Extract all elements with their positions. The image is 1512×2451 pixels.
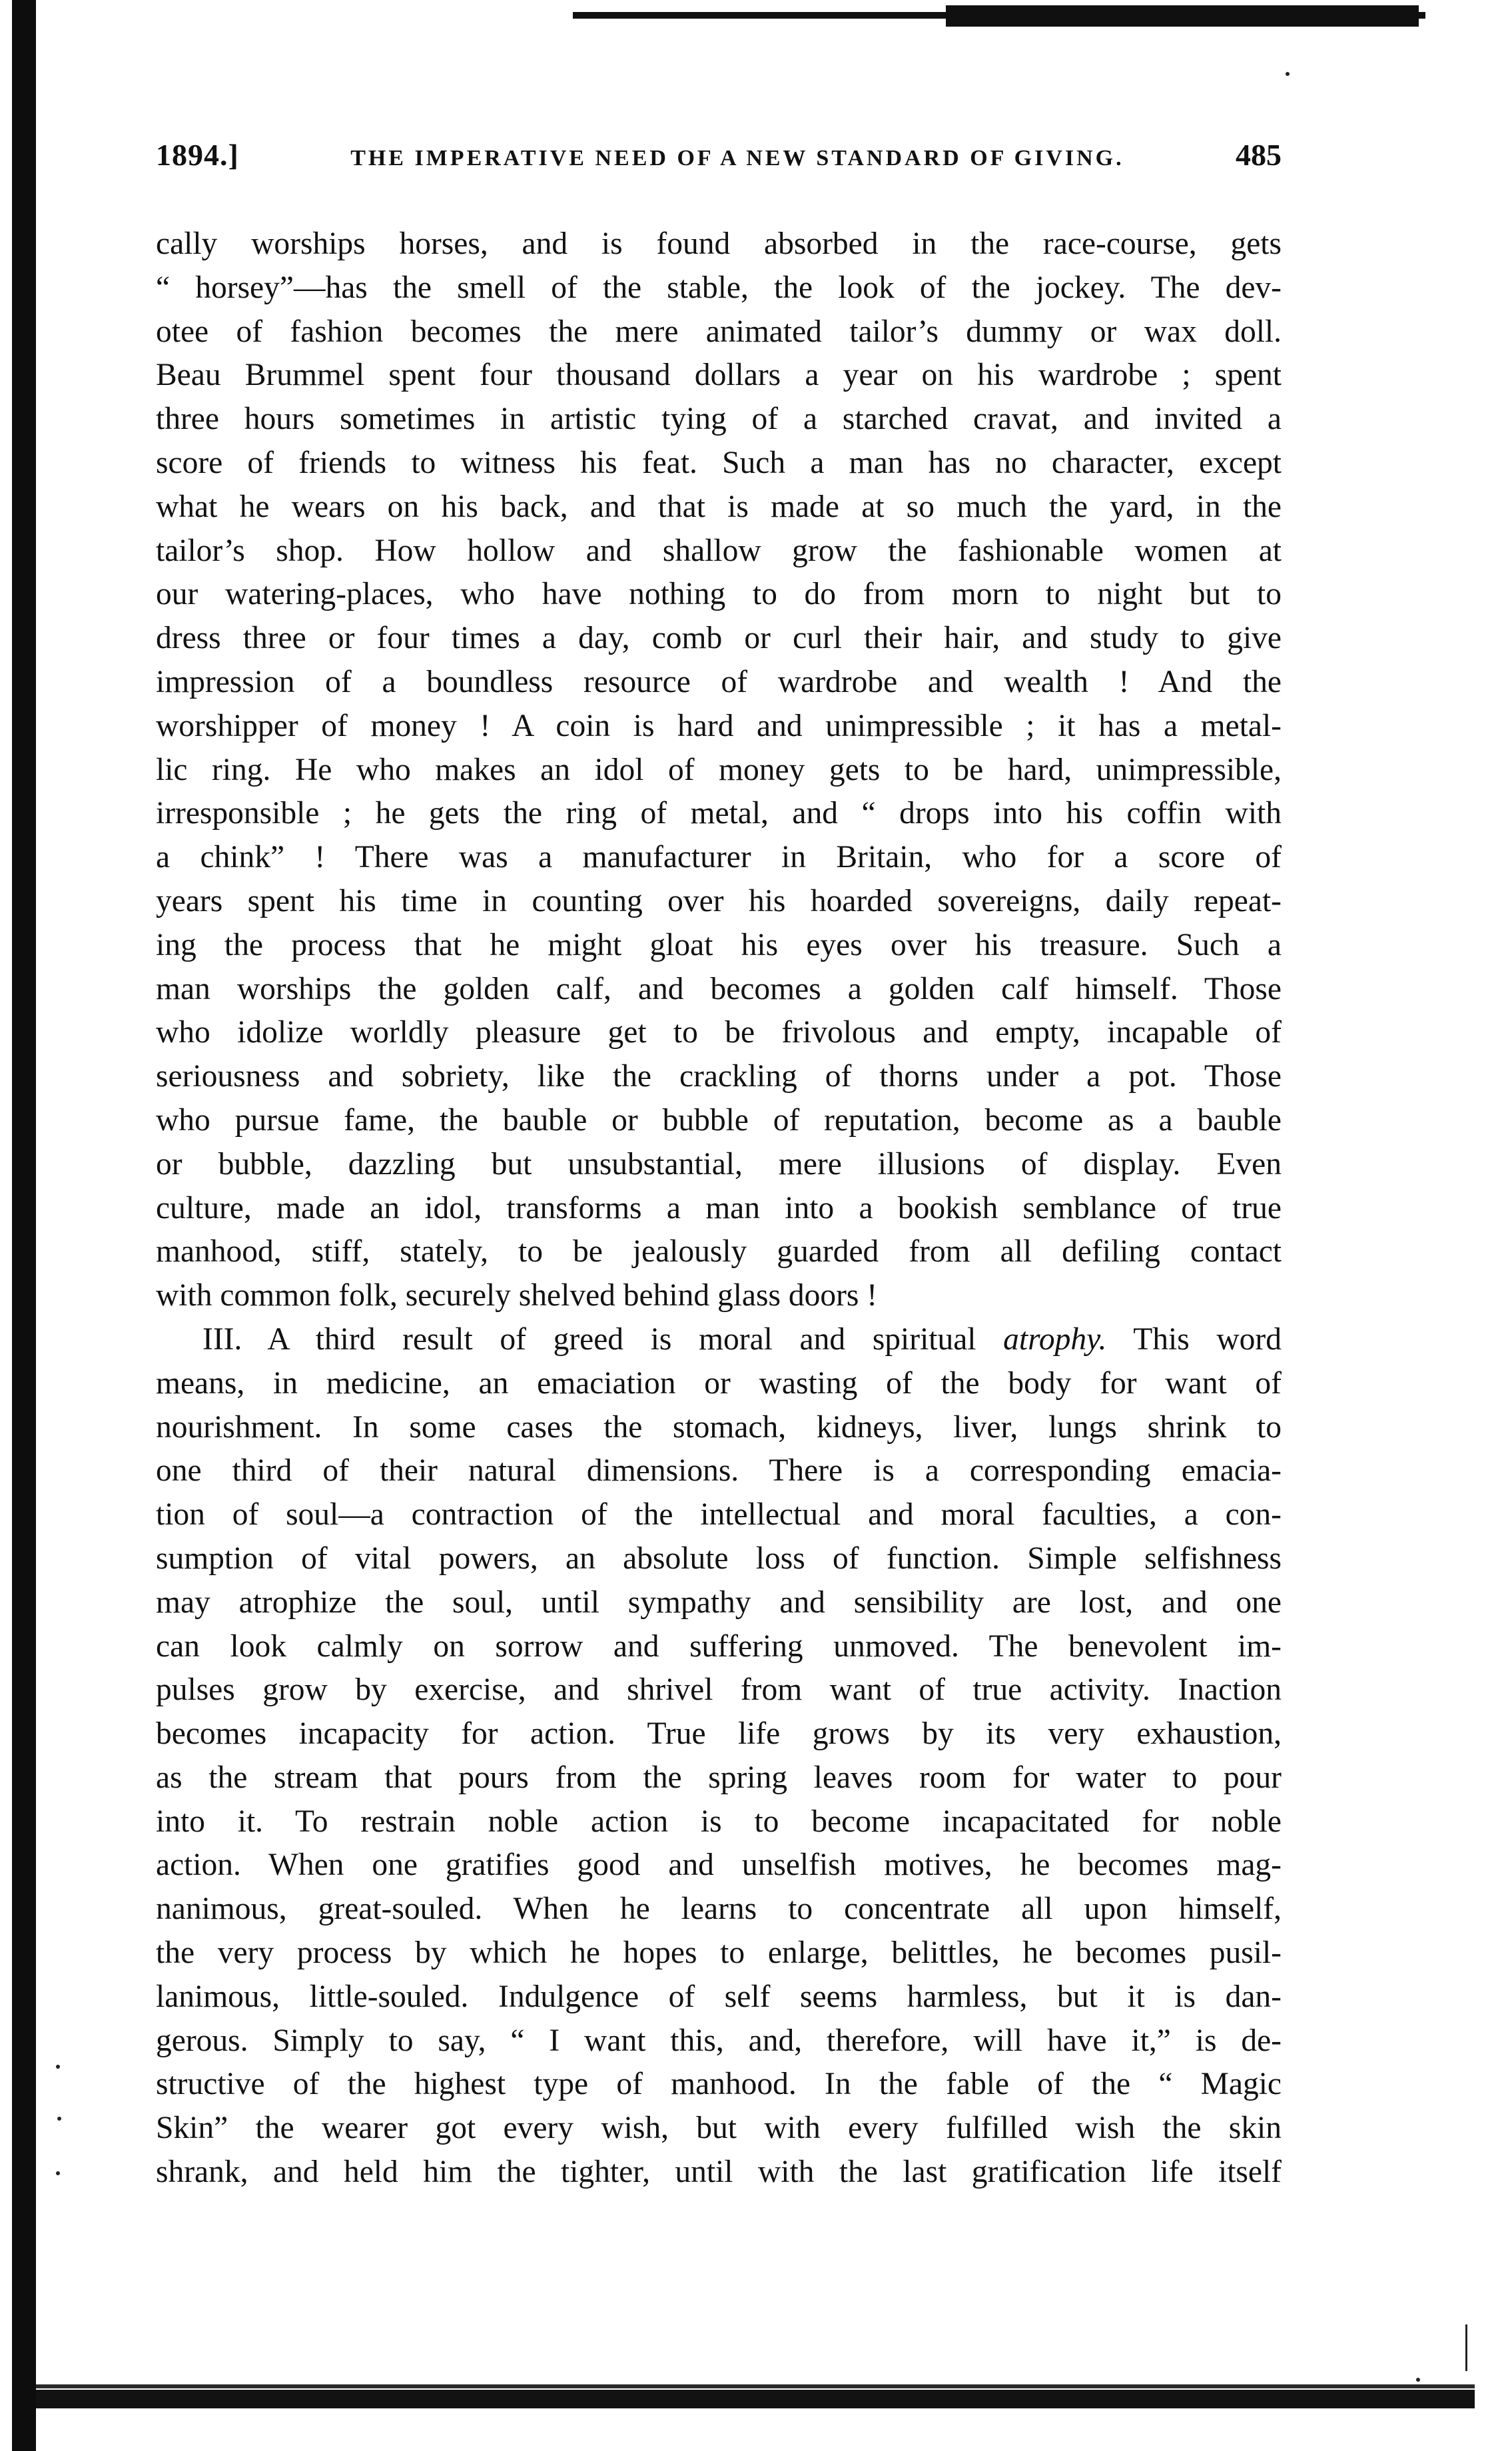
text-line: cally worships horses, and is found absorbed in the race-course, gets <box>156 226 1282 261</box>
text-line: means, in medicine, an emaciation or wasting of the body for want of <box>156 1365 1282 1401</box>
text-line: gerous. Simply to say, “ I want this, and, therefore, will have it,” is de- <box>156 2023 1282 2058</box>
text-line: the very process by which he hopes to enlarge, belittles, he becomes pusil- <box>156 1935 1282 1971</box>
text-line: nourishment. In some cases the stomach, kidneys, liver, lungs shrink to <box>156 1409 1282 1445</box>
text-line: Skin” the wearer got every wish, but with every fulfilled wish the skin <box>156 2111 1282 2146</box>
text-line: may atrophize the soul, until sympathy and sensibility are lost, and one <box>156 1584 1282 1620</box>
text-line: sumption of vital powers, an absolute loss of function. Simple selfishness <box>156 1541 1282 1576</box>
scan-speck <box>56 2171 60 2175</box>
text-line: worshipper of money ! A coin is hard and unimpressible ; it has a metal- <box>156 708 1282 743</box>
text-line: seriousness and sobriety, like the crackling of thorns under a pot. Those <box>156 1059 1282 1094</box>
text-line: culture, made an idol, transforms a man into a bookish semblance of true <box>156 1190 1282 1226</box>
text-line: otee of fashion becomes the mere animated tailor’s dummy or wax doll. <box>156 314 1282 349</box>
body-text <box>156 222 1282 2195</box>
header-title: THE IMPERATIVE NEED OF A NEW STANDARD OF GIVING. <box>350 146 1124 171</box>
paragraph-2 <box>156 1318 1282 2195</box>
text-line: ing the process that he might gloat his eyes over his treasure. Such a <box>156 927 1282 962</box>
scan-speck <box>1416 2378 1420 2382</box>
scan-left-border <box>12 0 36 2451</box>
text-line: score of friends to witness his feat. Such a man has no character, except <box>156 445 1282 480</box>
text-line: with common folk, securely shelved behind glass doors ! <box>156 1278 878 1313</box>
text-line: dress three or four times a day, comb or curl their hair, and study to give <box>156 621 1282 656</box>
text-line: three hours sometimes in artistic tying of a starched cravat, and invited a <box>156 402 1282 437</box>
scan-top-rule-thick <box>946 5 1419 27</box>
text-line: nanimous, great-souled. When he learns to concentrate all upon himself, <box>156 1892 1282 1927</box>
text-line: shrank, and held him the tighter, until with the last gratification life itself <box>156 2155 1282 2190</box>
text-line: Beau Brummel spent four thousand dollars a year on his wardrobe ; spent <box>156 358 1282 393</box>
text-line: manhood, stiff, stately, to be jealously guarded from all defiling contact <box>156 1234 1282 1269</box>
scan-speck <box>1286 72 1290 76</box>
text-line: a chink” ! There was a manufacturer in Britain, who for a score of <box>156 840 1282 875</box>
text-line: one third of their natural dimensions. There is a corresponding emacia- <box>156 1453 1282 1489</box>
text-line: years spent his time in counting over his hoarded sovereigns, daily repeat- <box>156 883 1282 918</box>
page-number: 485 <box>1235 138 1282 172</box>
text-line: tailor’s shop. How hollow and shallow grow the fashionable women at <box>156 533 1282 568</box>
scan-right-mark <box>1465 2324 1467 2371</box>
text-line: lic ring. He who makes an idol of money gets to be hard, unimpressible, <box>156 752 1282 787</box>
scan-bottom-rule <box>36 2390 1475 2408</box>
emphasized-term: atrophy. <box>1003 1321 1107 1357</box>
text-line: action. When one gratifies good and unselfish motives, he becomes mag- <box>156 1848 1282 1883</box>
paragraph-1 <box>156 222 1282 1318</box>
section-text: III. A third result of greed is moral and spiritual <box>202 1321 1004 1357</box>
text-line-section-opening <box>156 1318 1282 1362</box>
text-line: pulses grow by exercise, and shrivel from want of true activity. Inaction <box>156 1672 1282 1708</box>
section-text: This word <box>1106 1321 1282 1357</box>
text-line: lanimous, little-souled. Indulgence of self seems harmless, but it is dan- <box>156 1979 1282 2014</box>
text-line: as the stream that pours from the spring leaves room for water to pour <box>156 1760 1282 1795</box>
scan-bottom-rule-thin <box>36 2384 1475 2388</box>
text-line: what he wears on his back, and that is made at so much the yard, in the <box>156 489 1282 524</box>
text-line: impression of a boundless resource of wardrobe and wealth ! And the <box>156 664 1282 699</box>
text-line: can look calmly on sorrow and suffering unmoved. The benevolent im- <box>156 1628 1282 1664</box>
text-line: tion of soul—a contraction of the intellectual and moral faculties, a con- <box>156 1497 1282 1533</box>
text-line: who pursue fame, the bauble or bubble of reputation, become as a bauble <box>156 1102 1282 1138</box>
scan-speck <box>57 2117 61 2121</box>
text-line: structive of the highest type of manhood. In the fable of the “ Magic <box>156 2067 1282 2102</box>
text-line: becomes incapacity for action. True life grows by its very exhaustion, <box>156 1716 1282 1752</box>
scan-speck <box>56 2065 60 2069</box>
running-header <box>156 137 1282 184</box>
text-line: who idolize worldly pleasure get to be frivolous and empty, incapable of <box>156 1015 1282 1050</box>
text-line: our watering-places, who have nothing to do from morn to night but to <box>156 577 1282 612</box>
text-line: “ horsey”—has the smell of the stable, the look of the jockey. The dev- <box>156 270 1282 305</box>
header-year: 1894.] <box>156 138 239 172</box>
text-line: irresponsible ; he gets the ring of metal, and “ drops into his coffin with <box>156 796 1282 831</box>
text-line: or bubble, dazzling but unsubstantial, mere illusions of display. Even <box>156 1146 1282 1182</box>
text-line: into it. To restrain noble action is to become incapacitated for noble <box>156 1804 1282 1839</box>
text-line: man worships the golden calf, and becomes a golden calf himself. Those <box>156 971 1282 1006</box>
